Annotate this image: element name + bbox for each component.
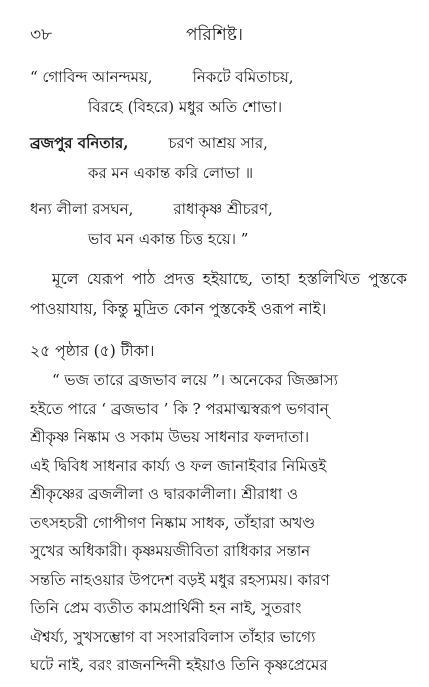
verse-line-part: চরণ আশ্রয় সার, xyxy=(168,134,268,152)
body-line: তিনি প্রেম ব্যতীত কামপ্রার্থিনী হন নাই, সুতরাং xyxy=(30,599,302,617)
page-number: ৩৮ xyxy=(30,25,53,45)
verse-stanza xyxy=(30,128,407,188)
body-line: ঐশ্বর্য্য, সুখসম্ভোগ বা সংসারবিলাস তাঁহার ভাগ্যে xyxy=(30,627,316,646)
verse-line-part: ধন্য লীলা রসঘন, xyxy=(30,200,134,218)
verse-line xyxy=(30,62,407,92)
section-label: ২৫ পৃষ্ঠার (৫) টীকা। xyxy=(30,342,155,360)
verse-line xyxy=(30,128,407,158)
verse-line-part: “ গোবিন্দ আনন্দময়, xyxy=(30,68,153,86)
verse-line: ভাব মন একান্ত চিত্ত হয়ে। ” xyxy=(88,230,249,248)
body-text xyxy=(30,366,407,680)
verse-line-part: রাধাকৃষ্ণ শ্রীচরণ, xyxy=(173,200,273,218)
verse-line: বিরহে (বিহরে) মধুর অতি শোভা। xyxy=(88,98,283,116)
paragraph xyxy=(30,264,407,324)
body-line: শ্রীকৃষ্ণের ব্রজলীলা ও দ্বারকালীলা। শ্রীরাধা ও xyxy=(30,485,299,503)
body-line: “ ভজ তারে ব্রজভাব লয়ে ”। অনেকের জিজ্ঞাস্য xyxy=(52,371,338,389)
verse-line xyxy=(30,194,407,224)
verse-stanza xyxy=(30,194,407,254)
verse-line-part: নিকটে বমিতাচয়, xyxy=(192,68,294,86)
verse-stanza xyxy=(30,62,407,122)
body-line: হইতে পারে ‘ ব্রজভাব ’ কি ? পরমাত্মস্বরূপ ভগবান্ xyxy=(30,399,329,418)
body-line: শ্রীকৃষ্ণ নিষ্কাম ও সকাম উভয় সাধনার ফলদাতা। xyxy=(30,428,310,446)
body-line: সুখের অধিকারী। কৃষ্ণময়জীবিতা রাধিকার সন্তান xyxy=(30,542,311,560)
verse-line: কর মন একান্ত করি লোভা ॥ xyxy=(88,164,254,182)
paragraph-text: মূলে যেরূপ পাঠ প্রদত্ত হইয়াছে, তাহা হস্তলিখিত পুস্তকে পাওয়াযায়, কিন্তু মুদ্রিত কোন পুস্তকেই ওরূপ নাই। xyxy=(30,270,407,318)
verse-line-part: ব্রজপুর বনিতার, xyxy=(30,134,129,152)
body-line: এই দ্বিবিধ সাধনার কার্য্য ও ফল জানাইবার নিমিত্তই xyxy=(30,456,327,475)
page-header xyxy=(30,22,399,46)
body-line: তৎসহচরী গোপীগণ নিষ্কাম সাধক, তাঁহারা অখণ্ড xyxy=(30,513,316,532)
body-line: সন্ততি নাহওয়ার উপদেশ বড়ই মধুর রহস্যময়। কারণ xyxy=(30,570,330,589)
body-line: ঘটে নাই, বরং রাজনন্দিনী হইয়াও তিনি কৃষ্ণপ্রেমের xyxy=(30,656,328,674)
page-content xyxy=(30,62,407,680)
running-head: পরিশিষ্ট। xyxy=(186,25,243,45)
